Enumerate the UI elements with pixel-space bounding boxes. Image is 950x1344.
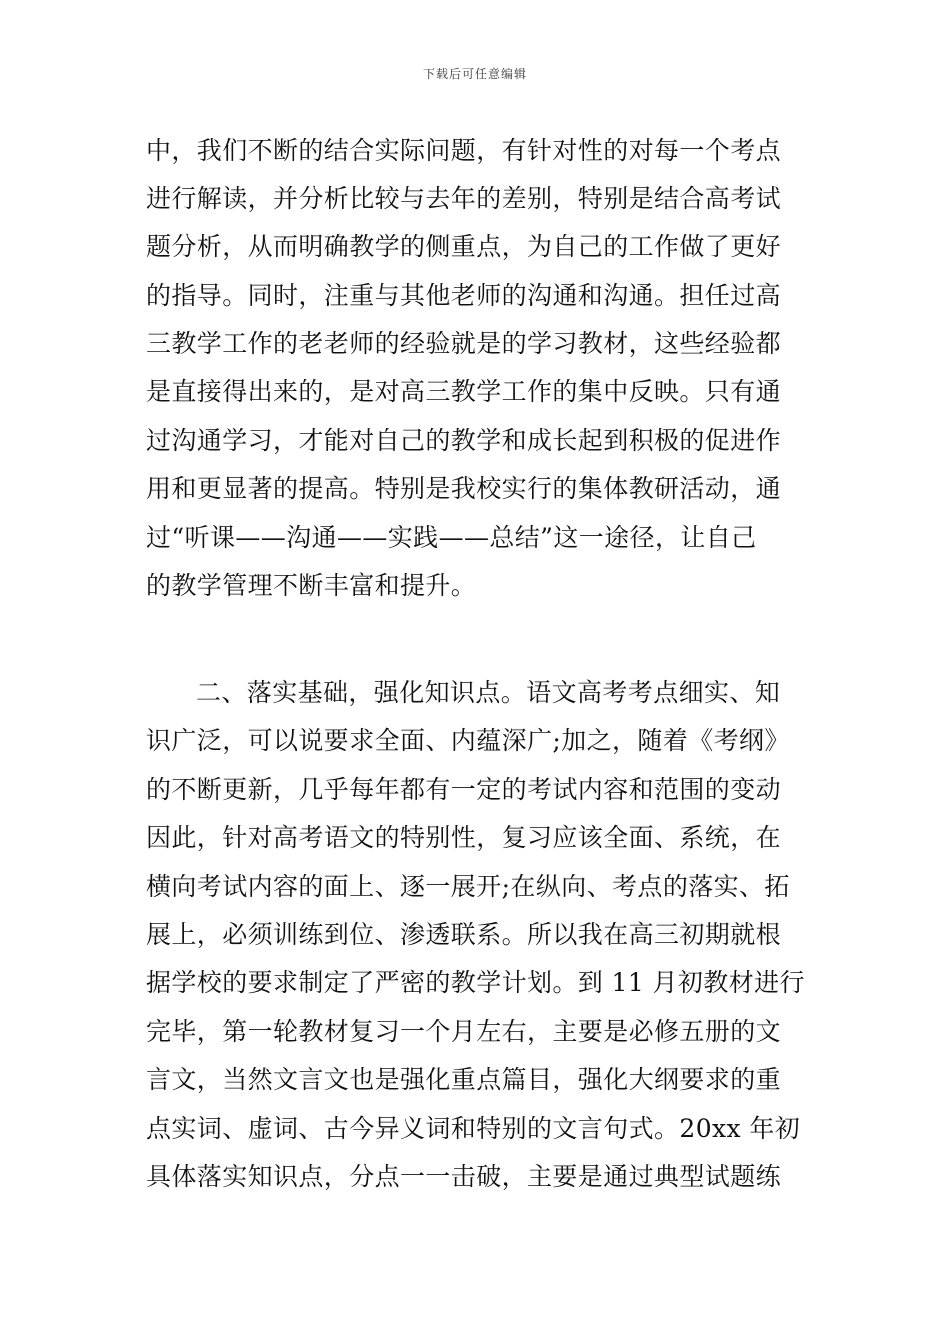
text-line: 中，我们不断的结合实际问题，有针对性的对每一个考点 — [146, 136, 782, 165]
text-line: 横向考试内容的面上、逐一展开;在纵向、考点的落实、拓 — [146, 872, 790, 901]
text-line: 识广泛，可以说要求全面、内蕴深广;加之，随着《考纲》 — [146, 726, 790, 755]
text-line: 过“听课——沟通——实践——总结”这一途径，让自己 — [146, 523, 757, 552]
text-line: 题分析，从而明确教学的侧重点，为自己的工作做了更好 — [146, 232, 782, 261]
text-line: 进行解读，并分析比较与去年的差别，特别是结合高考试 — [146, 184, 782, 213]
text-line: 因此，针对高考语文的特别性，复习应该全面、系统，在 — [146, 823, 782, 852]
text-line: 的指导。同时，注重与其他老师的沟通和沟通。担任过高 — [146, 281, 782, 310]
text-line: 言文，当然文言文也是强化重点篇目，强化大纲要求的重 — [146, 1065, 782, 1094]
text-line: 的不断更新，几乎每年都有一定的考试内容和范围的变动 — [146, 775, 782, 804]
text-line: 完毕，第一轮教材复习一个月左右，主要是必修五册的文 — [146, 1017, 782, 1046]
text-line: 展上，必须训练到位、渗透联系。所以我在高三初期就根 — [146, 920, 782, 949]
text-line: 点实词、虚词、古今异义词和特别的文言句式。20xx 年初 — [146, 1114, 801, 1143]
text-line: 的教学管理不断丰富和提升。 — [146, 571, 477, 600]
text-line: 据学校的要求制定了严密的教学计划。到 11 月初教材进行 — [146, 968, 805, 997]
text-line: 过沟通学习，才能对自己的教学和成长起到积极的促进作 — [146, 426, 782, 455]
text-line: 用和更显著的提高。特别是我校实行的集体教研活动，通 — [146, 474, 782, 503]
text-line: 三教学工作的老老师的经验就是的学习教材，这些经验都 — [146, 329, 782, 358]
text-line: 二、落实基础，强化知识点。语文高考考点细实、知 — [196, 678, 781, 707]
text-line: 是直接得出来的，是对高三教学工作的集中反映。只有通 — [146, 377, 782, 406]
page-header: 下载后可任意编辑 — [422, 67, 527, 81]
text-line: 具体落实知识点，分点一一击破，主要是通过典型试题练 — [146, 1162, 782, 1191]
